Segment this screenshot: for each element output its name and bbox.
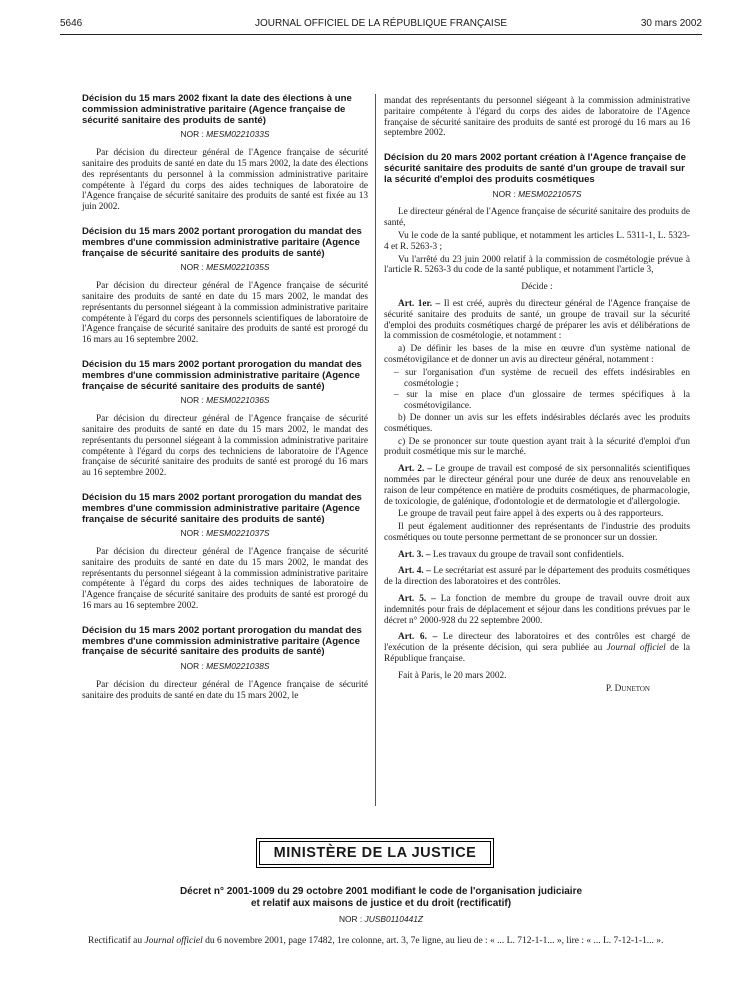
article-text: Le secrétariat est assuré par le département des produits cosmétiques de la direction des laboratoires et des contrôles. bbox=[384, 566, 690, 588]
nor-reference bbox=[82, 395, 368, 406]
article-label: Art. 2. – bbox=[398, 464, 433, 475]
article-label: Art. 1er. – bbox=[398, 298, 441, 309]
ministry-heading-box bbox=[256, 838, 494, 868]
decree-title-line: et relatif aux maisons de justice et du droit (rectificatif) bbox=[250, 897, 512, 909]
nor-label: NOR : bbox=[180, 661, 204, 672]
article-text: Il est créé, auprès du directeur général de l'Agence française de sécurité sanitaire des produits de santé, un groupe de travail sur la sécurité d'emploi des produits cosmétiques chargé de préparer les avis et délibérations de la commission de cosmétologie, et notamment : bbox=[384, 298, 690, 342]
decision-body: Par décision du directeur général de l'Agence française de sécurité sanitaire des produits de santé en date du 15 mars 2002, la date des élections des représentants du personnel à la commission administrative paritaire compétente à l'égard du corps des aides techniques de laboratoire de l'Agence française de sécurité sanitaire des produits de santé est fixée au 13 juin 2002. bbox=[82, 148, 368, 213]
decision-title: Décision du 15 mars 2002 portant prorogation du mandat des membres d'une commission administrative paritaire (Agence française de sécurité sanitaire des produits de santé) bbox=[82, 491, 362, 525]
left-column bbox=[82, 94, 368, 704]
journal-reference: Journal officiel bbox=[606, 643, 666, 654]
article-3 bbox=[384, 550, 690, 561]
nor-reference bbox=[82, 661, 368, 672]
list-item: – sur la mise en place d'un glossaire de termes spécifiques à la cosmétovigilance. bbox=[394, 390, 690, 412]
article-2 bbox=[384, 464, 690, 507]
nor-reference bbox=[82, 262, 368, 273]
article-2-paragraph: Il peut également auditionner des représentants de l'industrie des produits cosmétiques ou toute personne permettant de se prononcer sur un dossier. bbox=[384, 522, 690, 543]
article-text: Le directeur des laboratoires et des contrôles est chargé de l'exécution de la présente décision, qui sera publiée au bbox=[384, 632, 691, 654]
article-label: Art. 5. – bbox=[398, 594, 436, 605]
journal-title: JOURNAL OFFICIEL DE LA RÉPUBLIQUE FRANÇAISE bbox=[254, 18, 508, 29]
signature: P. Duneton bbox=[605, 683, 650, 694]
article-6 bbox=[384, 632, 690, 664]
nor-reference bbox=[384, 189, 690, 200]
article-2-paragraph: Le groupe de travail peut faire appel à des experts ou à des rapporteurs. bbox=[398, 509, 664, 520]
decision-block bbox=[384, 153, 690, 694]
decision-block bbox=[82, 227, 368, 346]
decision-block bbox=[82, 94, 368, 213]
preamble-line: Vu le code de la santé publique, et notamment les articles L. 5311-1, L. 5323-4 et R. 5263-3 ; bbox=[384, 230, 690, 252]
header-rule bbox=[60, 34, 702, 35]
decision-block bbox=[82, 626, 368, 702]
article-1 bbox=[384, 299, 690, 342]
right-column bbox=[384, 96, 690, 694]
page-header bbox=[60, 18, 702, 32]
article-5 bbox=[384, 594, 690, 626]
nor-code: MESM0221033S bbox=[206, 129, 270, 140]
list-item: – sur l'organisation d'un système de recueil des effets indésirables en cosmétologie ; bbox=[394, 367, 690, 389]
decision-body: Par décision du directeur général de l'Agence française de sécurité sanitaire des produits de santé en date du 15 mars 2002, le mandat des représentants du personnel siégeant à la commission administrative paritaire compétente à l'égard du corps des aides techniques de laboratoire de l'Agence française de sécurité sanitaire des produits de santé est prorogé du 16 mars au 16 septembre 2002. bbox=[82, 547, 368, 612]
decision-title: Décision du 20 mars 2002 portant création à l'Agence française de sécurité sanitaire des produits de santé d'un groupe de travail sur la sécurité d'emploi des produits cosmétiques bbox=[384, 152, 686, 185]
nor-label: NOR : bbox=[180, 528, 204, 539]
column-divider bbox=[375, 94, 376, 806]
decree-text: Rectificatif au bbox=[88, 936, 143, 946]
nor-label: NOR : bbox=[338, 914, 363, 924]
article-1-point-a: a) De définir les bases de la mise en œuvre d'un système national de cosmétovigilance et de donner un avis au directeur général, notamment : bbox=[384, 344, 690, 365]
nor-label: NOR : bbox=[180, 395, 204, 406]
nor-code: MESM0221037S bbox=[206, 528, 270, 539]
place-date: Fait à Paris, le 20 mars 2002. bbox=[398, 670, 507, 681]
article-1-point-b: b) De donner un avis sur les effets indésirables déclarés avec les produits cosmétiques. bbox=[384, 412, 690, 434]
nor-reference bbox=[82, 528, 368, 539]
issue-date: 30 mars 2002 bbox=[640, 18, 702, 29]
nor-label: NOR : bbox=[180, 262, 204, 273]
article-label: Art. 3. – bbox=[398, 549, 431, 560]
article-text: Les travaux du groupe de travail sont confidentiels. bbox=[432, 549, 624, 560]
preamble-line: Vu l'arrêté du 23 juin 2000 relatif à la commission de cosmétologie prévue à l'article R. 5263-3 du code de la santé publique, et notamment l'article 3, bbox=[384, 254, 690, 276]
nor-reference bbox=[82, 129, 368, 140]
decide-heading: Décide : bbox=[521, 282, 553, 293]
nor-code: MESM0221057S bbox=[518, 188, 582, 199]
decree-body bbox=[60, 936, 702, 947]
preamble-line: Le directeur général de l'Agence française de sécurité sanitaire des produits de santé, bbox=[384, 207, 690, 229]
decision-body: Par décision du directeur général de l'Agence française de sécurité sanitaire des produits de santé en date du 15 mars 2002, le mandat des représentants du personnel siégeant à la commission administrative paritaire compétente à l'égard du corps des techniciens de laboratoire de l'Agence française de sécurité sanitaire des produits de santé est prorogé du 16 mars au 16 septembre 2002. bbox=[82, 414, 368, 479]
decree-text: du 6 novembre 2001, page 17482, 1re colonne, art. 3, 7e ligne, au lieu de : « ... L. 712-1-1... », lire : « ... L. 7-12-1-1... ». bbox=[205, 936, 664, 946]
article-text: La fonction de membre du groupe de travail ouvre droit aux indemnités pour frais de déplacement et séjour dans les conditions prévues par le décret n° 2000-928 du 22 septembre 2000. bbox=[384, 594, 690, 626]
decision-title: Décision du 15 mars 2002 fixant la date des élections à une commission administrative paritaire (Agence française de sécurité sanitaire des produits de santé) bbox=[82, 93, 352, 126]
decision-title: Décision du 15 mars 2002 portant prorogation du mandat des membres d'une commission administrative paritaire (Agence française de sécurité sanitaire des produits de santé) bbox=[82, 225, 362, 259]
decision-body: Par décision du directeur général de l'Agence française de sécurité sanitaire des produits de santé en date du 15 mars 2002, le bbox=[82, 680, 368, 701]
article-4 bbox=[384, 566, 690, 588]
decision-title: Décision du 15 mars 2002 portant prorogation du mandat des membres d'une commission administrative paritaire (Agence française de sécurité sanitaire des produits de santé) bbox=[82, 358, 362, 392]
decree-title bbox=[60, 886, 702, 909]
decision-body: Par décision du directeur général de l'Agence française de sécurité sanitaire des produits de santé en date du 15 mars 2002, le mandat des représentants du personnel siégeant à la commission administrative paritaire compétente à l'égard du corps des personnels scientifiques de laboratoire de l'Agence française de sécurité sanitaire des produits de santé est prorogé du 16 mars au 16 septembre 2002. bbox=[82, 281, 368, 346]
nor-reference bbox=[60, 914, 702, 924]
article-text: Le groupe de travail est composé de six personnalités scientifiques nommées par le directeur général pour une durée de deux ans renouvelable en raison de leur compétence en matière de produits cosmétiques, de pharmacologie, de toxicologie, de galénique, d'odontologie et de dermatologie et d'allergologie. bbox=[384, 464, 691, 507]
nor-label: NOR : bbox=[180, 129, 204, 140]
page-number: 5646 bbox=[60, 18, 83, 29]
decision-block bbox=[82, 360, 368, 479]
decree-title-line: Décret n° 2001-1009 du 29 octobre 2001 modifiant le code de l'organisation judiciaire bbox=[179, 886, 583, 897]
article-label: Art. 4. – bbox=[398, 566, 431, 577]
decision-title: Décision du 15 mars 2002 portant prorogation du mandat des membres d'une commission administrative paritaire (Agence française de sécurité sanitaire des produits de santé) bbox=[82, 624, 362, 658]
decision-block bbox=[82, 493, 368, 612]
article-label: Art. 6. – bbox=[398, 632, 438, 643]
nor-code: MESM0221036S bbox=[206, 395, 270, 406]
nor-code: MESM0221038S bbox=[206, 661, 270, 672]
ministry-heading: MINISTÈRE DE LA JUSTICE bbox=[259, 841, 491, 865]
nor-label: NOR : bbox=[492, 188, 516, 199]
nor-code: MESM0221035S bbox=[206, 262, 270, 273]
journal-reference: Journal officiel bbox=[144, 936, 203, 946]
article-1-point-c: c) De se prononcer sur toute question ayant trait à la sécurité d'emploi d'un produit cosmétique mis sur le marché. bbox=[384, 436, 690, 458]
continued-text: mandat des représentants du personnel siégeant à la commission administrative paritaire compétente à l'égard du corps des aides de laboratoire de l'Agence française de sécurité sanitaire des produits de santé est prorogé du 16 mars au 16 septembre 2002. bbox=[384, 96, 690, 139]
nor-code: JUSB0110441Z bbox=[364, 914, 424, 924]
article-text: de la République française. bbox=[384, 643, 691, 665]
